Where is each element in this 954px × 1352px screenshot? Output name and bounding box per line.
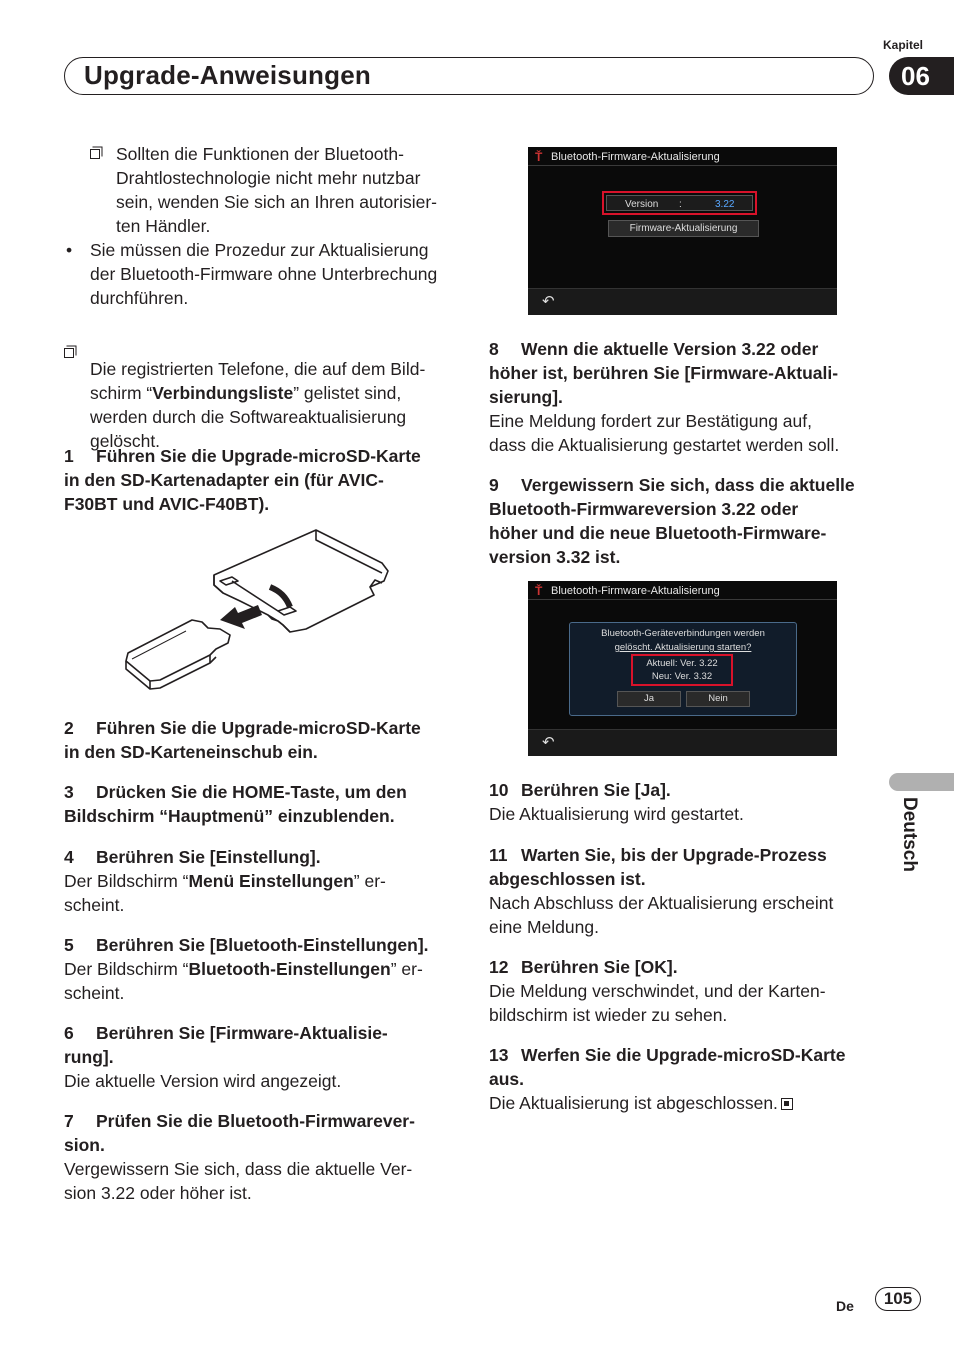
step-title: in den SD-Karteneinschub ein. [64, 742, 318, 762]
text-fragment: ” er- [353, 871, 386, 891]
back-icon[interactable]: ↶ [542, 293, 555, 310]
firmware-update-button[interactable]: Firmware-Aktualisierung [608, 220, 759, 237]
screen-name-verbindungsliste: Verbindungsliste [152, 383, 294, 403]
footer-language: De [836, 1298, 854, 1314]
microsd-adapter-illustration [120, 525, 395, 697]
step-title: Bildschirm “Hauptmenü” einzublenden. [64, 806, 395, 826]
insert-arrow-icon [220, 605, 262, 629]
step-4 [64, 845, 464, 917]
app-icon: Ť [535, 584, 543, 598]
version-value: 3.22 [715, 199, 735, 210]
step-number: 13 [489, 1045, 509, 1065]
step-title: Prüfen Sie die Bluetooth-Firmwarever- [96, 1111, 415, 1131]
step-body: Die Meldung verschwindet, und der Karten- [489, 981, 826, 1001]
step-number: 1 [64, 446, 74, 466]
step-13 [489, 1043, 879, 1115]
step-title: Führen Sie die Upgrade-microSD-Karte [96, 718, 421, 738]
chapter-badge: 06 [889, 57, 954, 95]
step-number: 3 [64, 782, 74, 802]
firmware-screen-confirm [528, 581, 837, 756]
step-number: 7 [64, 1111, 74, 1131]
version-highlight-frame [602, 191, 757, 215]
text-line: scheint. [64, 895, 125, 915]
text-fragment: ” gelistet sind, [293, 383, 402, 403]
step-title: Berühren Sie [Bluetooth-Einstellungen]. [96, 935, 429, 955]
step-9 [489, 473, 879, 569]
step-title: rung]. [64, 1047, 114, 1067]
step-title: höher ist, berühren Sie [Firmware-Aktuali- [489, 363, 839, 383]
step-8 [489, 337, 879, 457]
step-number: 11 [489, 845, 508, 865]
step-title: Berühren Sie [Einstellung]. [96, 847, 321, 867]
title-divider [528, 599, 837, 600]
text-line: werden durch die Softwareaktualisierung [90, 407, 407, 427]
step-number: 2 [64, 718, 74, 738]
text-fragment: schirm “ [90, 383, 153, 403]
chapter-label: Kapitel [883, 38, 924, 52]
step-title: Werfen Sie die Upgrade-microSD-Karte [521, 1045, 846, 1065]
step-body: eine Meldung. [489, 917, 599, 937]
step-title: Berühren Sie [OK]. [521, 957, 678, 977]
text-fragment: ” er- [390, 959, 423, 979]
version-highlight-frame [631, 654, 733, 686]
step-title: höher und die neue Bluetooth-Firmware- [489, 523, 827, 543]
step-body: sion 3.22 oder höher ist. [64, 1183, 252, 1203]
step-title: Berühren Sie [Ja]. [521, 780, 671, 800]
version-separator: : [679, 199, 682, 210]
step-title: Führen Sie die Upgrade-microSD-Karte [96, 446, 421, 466]
bottom-bar [528, 288, 837, 315]
step-7 [64, 1109, 464, 1205]
firmware-screen-version [528, 147, 837, 315]
back-icon[interactable]: ↶ [542, 734, 555, 751]
step-title: Drücken Sie die HOME-Taste, um den [96, 782, 407, 802]
step-number: 9 [489, 475, 499, 495]
step-title: F30BT und AVIC-F40BT). [64, 494, 270, 514]
step-1 [64, 444, 464, 516]
step-body: Die aktuelle Version wird angezeigt. [64, 1071, 342, 1091]
step-title: in den SD-Kartenadapter ein (für AVIC- [64, 470, 384, 490]
step-5 [64, 933, 464, 1005]
step-body: Eine Meldung fordert zur Bestätigung auf, [489, 411, 812, 431]
text-fragment: Der Bildschirm “ [64, 959, 189, 979]
bullet-no-interruption [64, 238, 464, 310]
step-6 [64, 1021, 464, 1093]
screen-title: Bluetooth-Firmware-Aktualisierung [551, 585, 720, 597]
step-10 [489, 778, 879, 826]
step-title: sierung]. [489, 387, 563, 407]
text-line: sein, wenden Sie sich an Ihren autorisier- [116, 192, 438, 212]
step-11 [489, 843, 879, 939]
page-title: Upgrade-Anweisungen [84, 60, 371, 90]
bottom-bar [528, 729, 837, 756]
step-title: Wenn die aktuelle Version 3.22 oder [521, 339, 819, 359]
step-title: abgeschlossen ist. [489, 869, 646, 889]
step-body: Nach Abschluss der Aktualisierung erscheint [489, 893, 834, 913]
new-version: Neu: Ver. 3.32 [651, 671, 713, 682]
text-line: Sie müssen die Prozedur zur Aktualisierung [90, 240, 429, 260]
text-line: ten Händler. [116, 216, 211, 236]
screen-name-bluetooth-einstellungen: Bluetooth-Einstellungen [188, 959, 391, 979]
screen-title: Bluetooth-Firmware-Aktualisierung [551, 151, 720, 163]
note-registered-phones [64, 333, 464, 453]
step-body: bildschirm ist wieder zu sehen. [489, 1005, 728, 1025]
note-bluetooth-service [90, 142, 460, 238]
text-fragment: Der Bildschirm “ [64, 871, 189, 891]
step-3 [64, 780, 464, 828]
language-tab-marker [889, 773, 954, 791]
version-field [606, 195, 753, 211]
step-title: Berühren Sie [Firmware-Aktualisie- [96, 1023, 388, 1043]
confirm-dialog [569, 622, 797, 716]
dialog-message-line: gelöscht. Aktualisierung starten? [614, 642, 752, 653]
step-title: Bluetooth-Firmwareversion 3.22 oder [489, 499, 799, 519]
title-divider [528, 165, 837, 166]
step-title: version 3.32 ist. [489, 547, 621, 567]
step-body: Die Aktualisierung wird gestartet. [489, 804, 744, 824]
no-button[interactable]: Nein [686, 691, 750, 707]
yes-button[interactable]: Ja [617, 691, 681, 707]
language-tab-label: Deutsch [899, 797, 920, 872]
text-line: Die registrierten Telefone, die auf dem Bild- [90, 359, 426, 379]
step-number: 5 [64, 935, 74, 955]
note-box-icon [90, 149, 100, 159]
page-number: 105 [875, 1287, 921, 1311]
step-12 [489, 955, 879, 1027]
step-body: Vergewissern Sie sich, dass die aktuelle Ver- [64, 1159, 413, 1179]
text-line: der Bluetooth-Firmware ohne Unterbrechung [90, 264, 438, 284]
microsd-card-icon [126, 620, 230, 689]
step-body: Die Aktualisierung ist abgeschlossen. [489, 1093, 778, 1113]
screen-name-menu-einstellungen: Menü Einstellungen [188, 871, 354, 891]
step-title: Vergewissern Sie sich, dass die aktuelle [521, 475, 855, 495]
step-title: Warten Sie, bis der Upgrade-Prozess [521, 845, 827, 865]
text-line: scheint. [64, 983, 125, 1003]
step-number: 10 [489, 780, 509, 800]
step-title: aus. [489, 1069, 525, 1089]
dialog-message-line: Bluetooth-Geräteverbindungen werden [601, 628, 765, 639]
step-number: 8 [489, 339, 499, 359]
step-number: 4 [64, 847, 74, 867]
text-line: Sollten die Funktionen der Bluetooth- [116, 144, 404, 164]
text-line: durchführen. [90, 288, 189, 308]
step-title: sion. [64, 1135, 105, 1155]
current-version: Aktuell: Ver. 3.22 [646, 658, 718, 669]
step-number: 12 [489, 957, 509, 977]
step-number: 6 [64, 1023, 74, 1043]
end-mark-icon [781, 1098, 793, 1110]
note-box-icon [64, 348, 74, 358]
step-2 [64, 716, 464, 764]
version-label: Version [625, 199, 659, 210]
bullet-icon: • [66, 240, 73, 260]
text-line: Drahtlostechnologie nicht mehr nutzbar [116, 168, 421, 188]
app-icon: Ť [535, 150, 543, 164]
step-body: dass die Aktualisierung gestartet werden soll. [489, 435, 840, 455]
text-line: gelöscht. [90, 431, 161, 451]
